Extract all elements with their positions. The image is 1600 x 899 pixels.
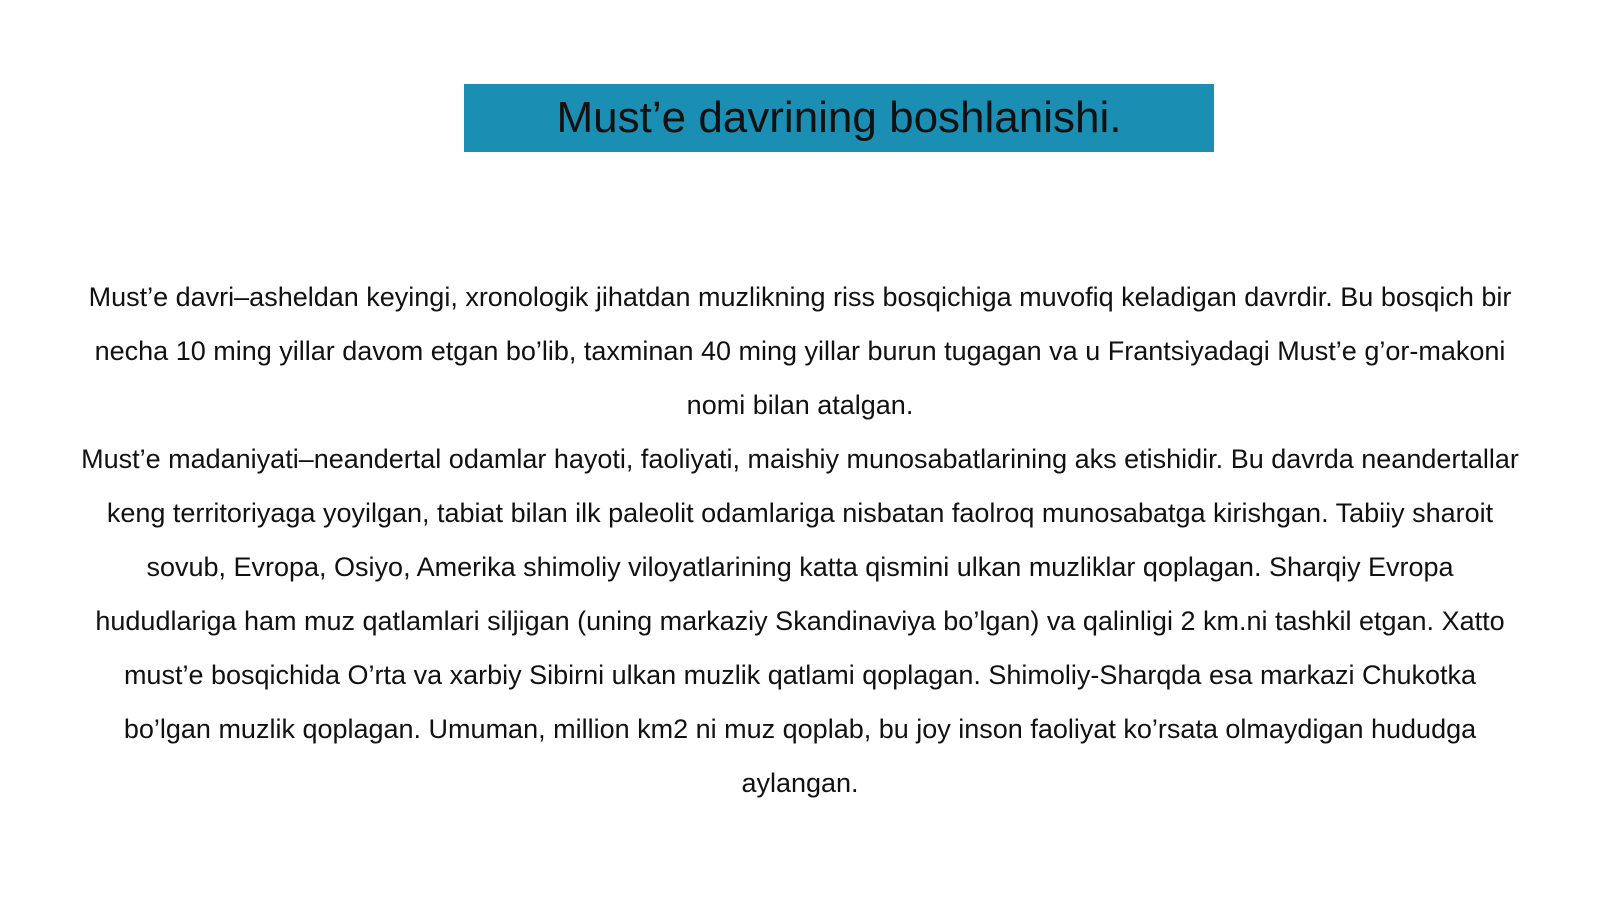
- slide-title: Must’e davrining boshlanishi.: [556, 93, 1122, 142]
- paragraph-culture: Must’e madaniyati–neandertal odamlar hayoti, faoliyati, maishiy munosabatlarining aks etishidir. Bu davrda neandertallar keng territoriyaga yoyilgan, tabiat bilan ilk paleolit odamlariga nisbatan faolroq munosabatga kirishgan. Tabiiy sharoit sovub, Evropa, Osiyo, Amerika shimoliy viloyatlarining katta qismini ulkan muzliklar qoplagan. Sharqiy Evropa hududlariga ham muz qatlamlari siljigan (uning markaziy Skandinaviya bo’lgan) va qalinligi 2 km.ni tashkil etgan. Xatto must’e bosqichida O’rta va xarbiy Sibirni ulkan muzlik qatlami qoplagan. Shimoliy-Sharqda esa markazi Chukotka bo’lgan muzlik qoplagan. Umuman, million km2 ni muz qoplab, bu joy inson faoliyat ko’rsata olmaydigan hududga aylangan.: [81, 444, 1519, 798]
- title-banner: [464, 84, 1214, 152]
- paragraph-intro: Must’e davri–asheldan keyingi, xronologik jihatdan muzlikning riss bosqichiga muvofiq keladigan davrdir. Bu bosqich bir necha 10 ming yillar davom etgan bo’lib, taxminan 40 ming yillar burun tugagan va u Frantsiyadagi Must’e g’or-makoni nomi bilan atalgan.: [88, 282, 1512, 420]
- slide-body: [80, 270, 1520, 810]
